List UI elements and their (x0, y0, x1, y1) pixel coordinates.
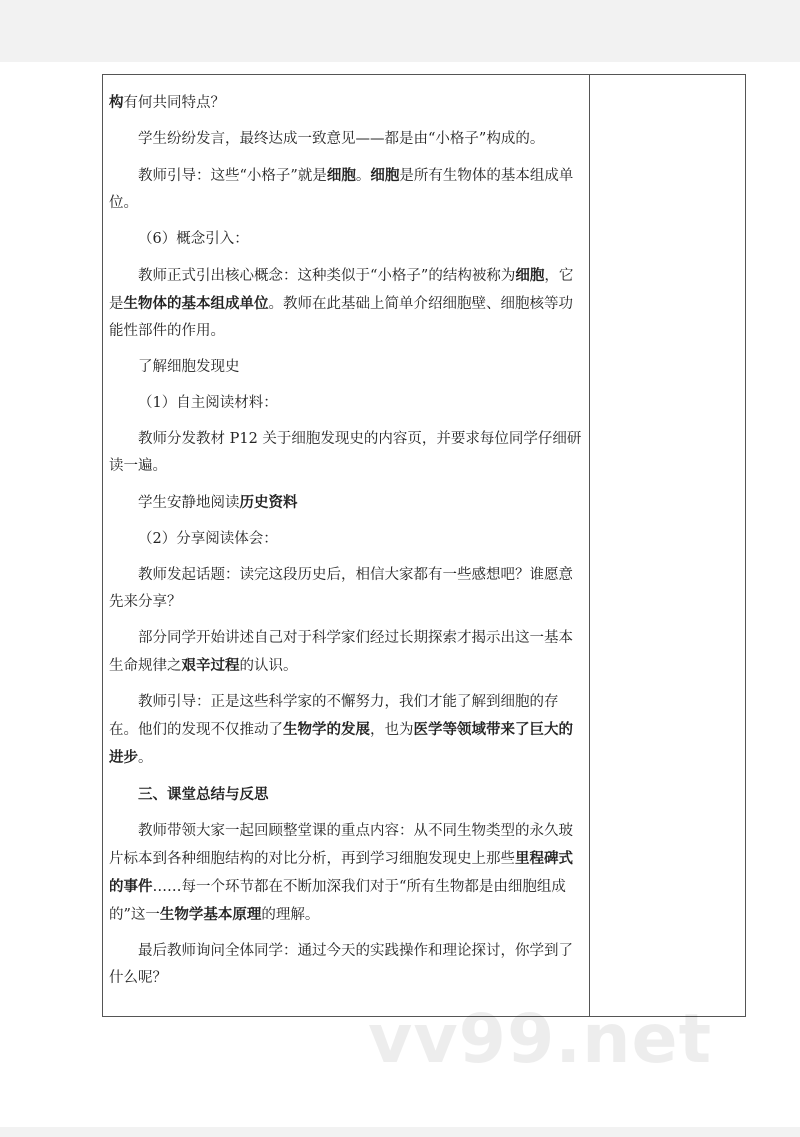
text-run: 是所有生物体的基本组成单位。 (109, 168, 574, 211)
text-run: 的理解。 (261, 907, 320, 923)
text-run: 教师发起话题：读完这段历史后，相信大家都有一些感想吧？谁愿意先来分享？ (109, 567, 573, 610)
text-run: 教师引导：正是这些科学家的不懈努力，我们才能了解到细胞的存在。他们的发现不仅推动了 (109, 694, 559, 738)
text-run: ……每一个环节都在不断加深我们对于“所有生物都是由细胞组成的”这一 (109, 879, 566, 923)
text-run: 。 (138, 750, 153, 766)
text-run: 。 (355, 168, 371, 184)
bold-text: 里程碑式的事件 (109, 850, 573, 895)
bold-text: 历史资料 (239, 494, 298, 511)
content-paragraph (109, 625, 583, 680)
text-run: 。教师在此基础上简单介绍细胞壁、细胞核等功能性部件的作用。 (109, 296, 573, 339)
text-run: 最后教师询问全体同学：通过今天的实践操作和理论探讨，你学到了什么呢？ (109, 943, 573, 986)
watermark: vv99.net (368, 1000, 713, 1079)
content-paragraph (109, 390, 583, 417)
content-paragraph (109, 562, 583, 616)
text-run: 教师分发教材 P12 关于细胞发现史的内容页，并要求每位同学仔细研读一遍。 (109, 431, 582, 474)
content-paragraph (109, 818, 583, 929)
content-paragraph (109, 781, 583, 809)
content-paragraph (109, 489, 583, 517)
bold-text: 细胞 (326, 167, 356, 184)
text-run: ，它是 (109, 268, 574, 312)
document-page (0, 62, 800, 1127)
content-paragraph (109, 162, 583, 217)
content-paragraph (109, 354, 583, 381)
bold-text: 三、课堂总结与反思 (138, 786, 269, 803)
content-paragraph (109, 126, 583, 153)
text-run: 部分同学开始讲述自己对于科学家们经过长期探索才揭示出这一基本生命规律之 (109, 630, 573, 674)
text-run: 教师引导：这些“小格子”就是 (138, 168, 327, 184)
lesson-table (102, 74, 746, 1017)
bold-text: 构 (109, 94, 124, 111)
content-paragraph (109, 226, 583, 253)
text-run: （6）概念引入： (138, 231, 249, 247)
text-run: 教师带领大家一起回顾整堂课的重点内容：从不同生物类型的永久玻片标本到各种细胞结构的对比分析，再到学习细胞发现史上那些 (109, 823, 573, 867)
bold-text: 艰辛过程 (181, 657, 240, 674)
text-run: （2）分享阅读体会： (138, 531, 278, 547)
content-paragraph (109, 526, 583, 553)
bold-text: 生物学基本原理 (159, 906, 262, 923)
bold-text: 生物学的发展 (283, 721, 370, 738)
content-paragraph (109, 262, 583, 345)
text-run: 了解细胞发现史 (138, 359, 240, 375)
text-run: 教师正式引出核心概念：这种类似于“小格子”的结构被称为 (138, 268, 516, 284)
bold-text: 医学等领域带来了巨大的进步 (109, 721, 573, 766)
content-paragraph (109, 938, 583, 992)
content-paragraph (109, 426, 583, 480)
bold-text: 细胞 (370, 167, 400, 184)
bold-text: 生物体的基本组成单位 (123, 295, 269, 312)
text-run: （1）自主阅读材料： (138, 395, 278, 411)
content-paragraph (109, 689, 583, 772)
lesson-content-cell (109, 89, 583, 1001)
text-run: ，也为 (370, 722, 414, 738)
text-run: 学生安静地阅读 (138, 495, 240, 511)
table-column-divider (589, 75, 590, 1016)
text-run: 的认识。 (239, 658, 298, 674)
text-run: 学生纷纷发言，最终达成一致意见——都是由“小格子”构成的。 (138, 131, 545, 147)
content-paragraph (109, 89, 583, 117)
text-run: 有何共同特点？ (123, 95, 225, 111)
bold-text: 细胞 (515, 267, 545, 284)
